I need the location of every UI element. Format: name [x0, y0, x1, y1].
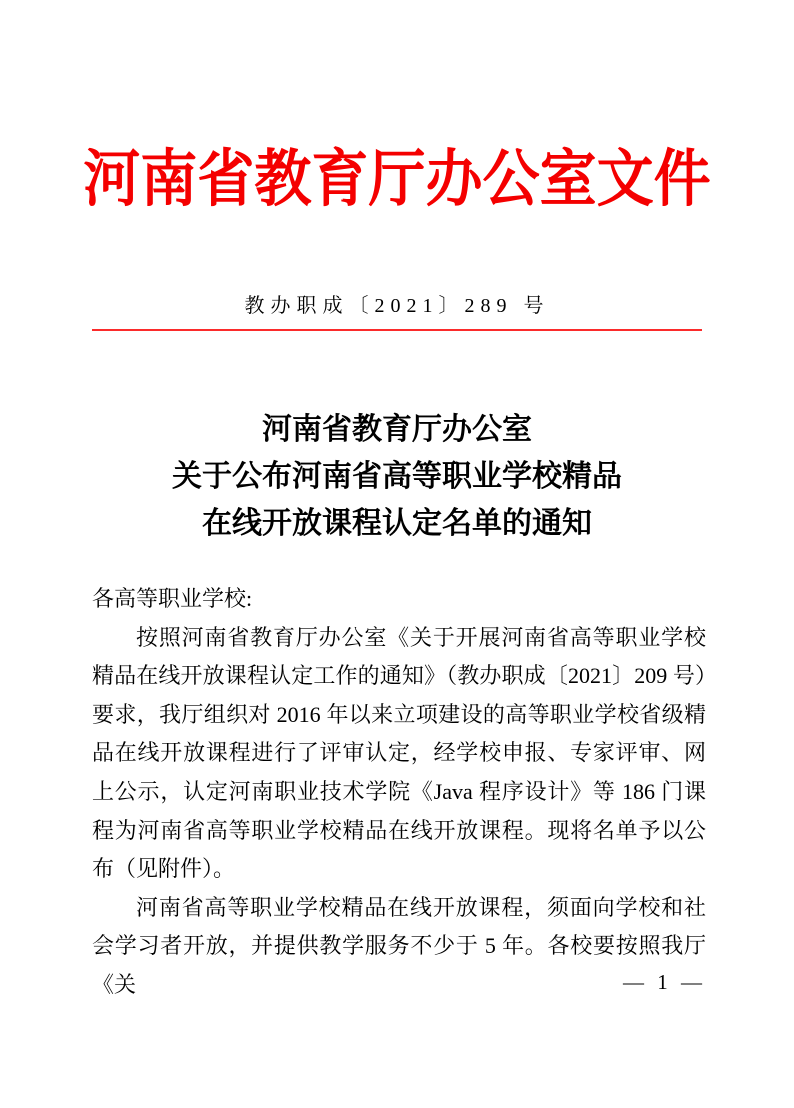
document-number: 教办职成〔2021〕289 号 — [244, 295, 550, 317]
document-body — [92, 580, 706, 1005]
notice-title — [0, 406, 794, 547]
document-header-title: 河南省教育厅办公室文件 — [83, 146, 711, 214]
page-number: — 1 — — [623, 970, 706, 994]
notice-title-line-3: 在线开放课程认定名单的通知 — [202, 507, 592, 540]
red-divider-line — [92, 329, 702, 331]
body-paragraph-2: 河南省高等职业学校精品在线开放课程，须面向学校和社会学习者开放，并提供教学服务不少于 5 年。各校要按照我厅《关 — [92, 894, 706, 997]
body-paragraph-1: 按照河南省教育厅办公室《关于开展河南省高等职业学校精品在线开放课程认定工作的通知》（教办职成〔2021〕209 号）要求，我厅组织对 2016 年以来立项建设的高等职业学校省级精品在线开放课程进行了评审认定，经学校申报、专家评审、网上公示，认定河南职业技术学院《Java 程序设计》等 186 门课程为河南省高等职业学校精品在线开放课程。现将名单予以公布（见附件）。 — [92, 624, 706, 882]
salutation: 各高等职业学校: — [92, 586, 253, 611]
notice-title-line-2: 关于公布河南省高等职业学校精品 — [172, 460, 622, 493]
notice-title-line-1: 河南省教育厅办公室 — [262, 413, 532, 446]
